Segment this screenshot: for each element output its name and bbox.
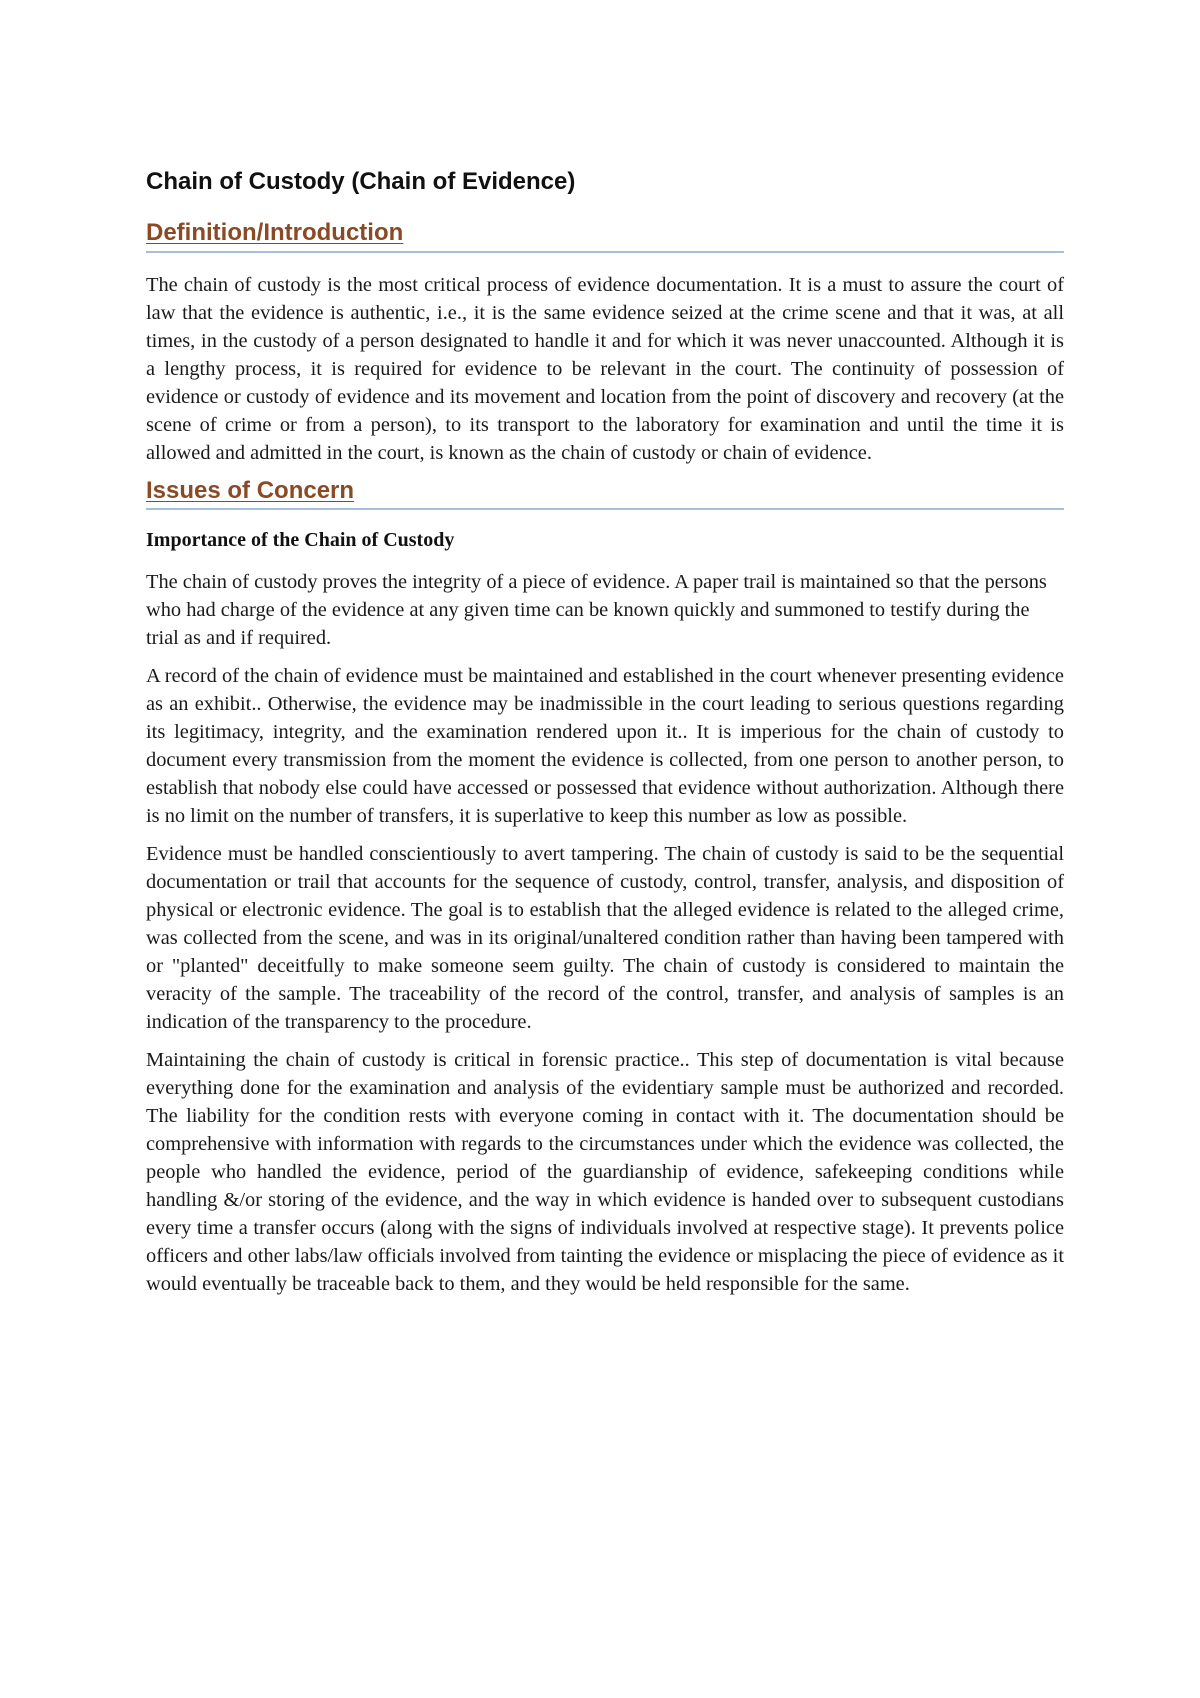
definition-paragraph: The chain of custody is the most critical process of evidence documentation. It is a must to assure the court of law that the evidence is authentic, i.e., it is the same evidence seized at the crime scene and that it was, at all times, in the custody of a person designated to handle it and for which it was never unaccounted. Although it is a lengthy process, it is required for evidence to be relevant in the court. The continuity of possession of evidence or custody of evidence and its movement and location from the point of discovery and recovery (at the scene of crime or from a person), to its transport to the laboratory for examination and until the time it is allowed and admitted in the court, is known as the chain of custody or chain of evidence. [146,273,1064,464]
section-divider [146,251,1064,253]
section-heading-definition: Definition/Introduction [146,218,404,246]
document-content [146,168,1064,1308]
paragraph: A record of the chain of evidence must be maintained and established in the court whenever presenting evidence as an exhibit.. Otherwise, the evidence may be inadmissible in the court leading to serious questions regarding its legitimacy, integrity, and the examination rendered upon it.. It is imperious for the chain of custody to document every transmission from the moment the evidence is collected, from one person to another person, to establish that nobody else could have accessed or possessed that evidence without authorization. Although there is no limit on the number of transfers, it is superlative to keep this number as low as possible. [146,665,1064,828]
section-divider [146,508,1064,510]
document-title: Chain of Custody (Chain of Evidence) [146,168,576,195]
paragraph: The chain of custody proves the integrity of a piece of evidence. A paper trail is maintained so that the persons who had charge of the evidence at any given time can be known quickly and summoned to testify during the trial as and if required. [146,571,1047,650]
paragraph: Evidence must be handled conscientiously to avert tampering. The chain of custody is said to be the sequential documentation or trail that accounts for the sequence of custody, control, transfer, analysis, and disposition of physical or electronic evidence. The goal is to establish that the alleged evidence is related to the alleged crime, was collected from the scene, and was in its original/unaltered condition rather than having been tampered with or "planted" deceitfully to make someone seem guilty. The chain of custody is considered to maintain the veracity of the sample. The traceability of the record of the control, transfer, and analysis of samples is an indication of the transparency to the procedure. [146,843,1064,1034]
paragraph: Maintaining the chain of custody is critical in forensic practice.. This step of documentation is vital because everything done for the examination and analysis of the evidentiary sample must be authorized and recorded. The liability for the condition rests with everyone coming in contact with it. The documentation should be comprehensive with information with regards to the circumstances under which the evidence was collected, the people who handled the evidence, period of the guardianship of evidence, safekeeping conditions while handling &/or storing of the evidence, and the way in which evidence is handed over to subsequent custodians every time a transfer occurs (along with the signs of individuals involved at respective stage). It prevents police officers and other labs/law officials involved from tainting the evidence or misplacing the piece of evidence as it would eventually be traceable back to them, and they would be held responsible for the same. [146,1049,1064,1296]
subheading-importance: Importance of the Chain of Custody [146,529,455,552]
section-heading-issues: Issues of Concern [146,476,355,504]
